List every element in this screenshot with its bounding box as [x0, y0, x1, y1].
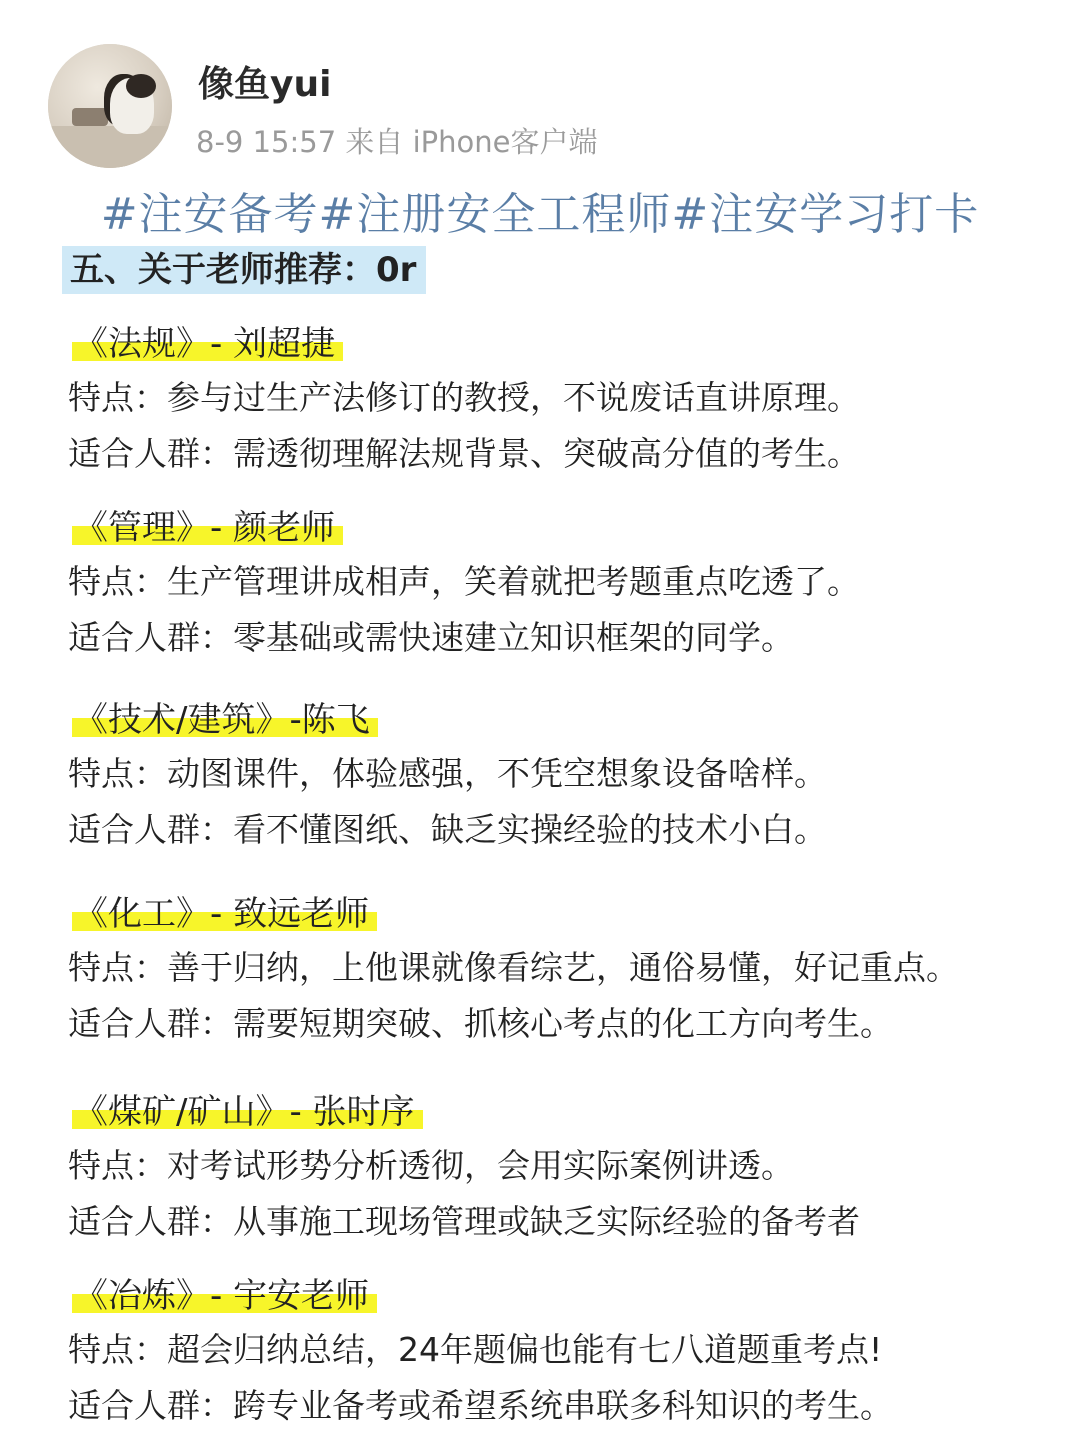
entry-title [72, 700, 378, 740]
avatar[interactable] [48, 44, 172, 168]
entry-title [72, 1276, 377, 1316]
entry-feature: 特点：超会归纳总结，24年题偏也能有七八道题重考点! [68, 1330, 883, 1369]
entry-title-text: 《煤矿/矿山》- 张时序 [72, 1092, 423, 1132]
post-meta: 8-9 15:57 来自 iPhone客户端 [196, 125, 598, 159]
entry-feature: 特点：生产管理讲成相声，笑着就把考题重点吃透了。 [68, 562, 860, 601]
entry-title-text: 《技术/建筑》-陈飞 [72, 700, 378, 740]
avatar-object [72, 108, 108, 126]
entry-feature: 特点：对考试形势分析透彻，会用实际案例讲透。 [68, 1146, 794, 1185]
entry-audience: 适合人群：需要短期突破、抓核心考点的化工方向考生。 [68, 1004, 893, 1043]
entry-title [72, 324, 343, 364]
entry-feature: 特点：参与过生产法修订的教授，不说废话直讲原理。 [68, 378, 860, 417]
entry-title [72, 894, 377, 934]
hashtags[interactable]: #注安备考#注册安全工程师#注安学习打卡 [100, 189, 980, 240]
avatar-hair [126, 74, 156, 98]
entry-audience: 适合人群：从事施工现场管理或缺乏实际经验的备考者 [68, 1202, 860, 1241]
entry-title [72, 1092, 423, 1132]
entry-audience: 适合人群：需透彻理解法规背景、突破高分值的考生。 [68, 434, 860, 473]
post-header [48, 44, 1032, 174]
entry-title [72, 508, 343, 548]
entry-feature: 特点：善于归纳，上他课就像看综艺，通俗易懂，好记重点。 [68, 948, 959, 987]
entry-title-text: 《冶炼》- 宇安老师 [72, 1276, 377, 1316]
entry-audience: 适合人群：零基础或需快速建立知识框架的同学。 [68, 618, 794, 657]
section-title: 五、关于老师推荐：0r [62, 246, 426, 294]
entry-feature: 特点：动图课件，体验感强，不凭空想象设备啥样。 [68, 754, 827, 793]
entry-audience: 适合人群：看不懂图纸、缺乏实操经验的技术小白。 [68, 810, 827, 849]
entry-title-text: 《化工》- 致远老师 [72, 894, 377, 934]
entry-title-text: 《管理》- 颜老师 [72, 508, 343, 548]
username[interactable]: 像鱼yui [198, 64, 332, 105]
entry-title-text: 《法规》- 刘超捷 [72, 324, 343, 364]
entry-audience: 适合人群：跨专业备考或希望系统串联多科知识的考生。 [68, 1386, 893, 1425]
avatar-desk [48, 126, 172, 168]
